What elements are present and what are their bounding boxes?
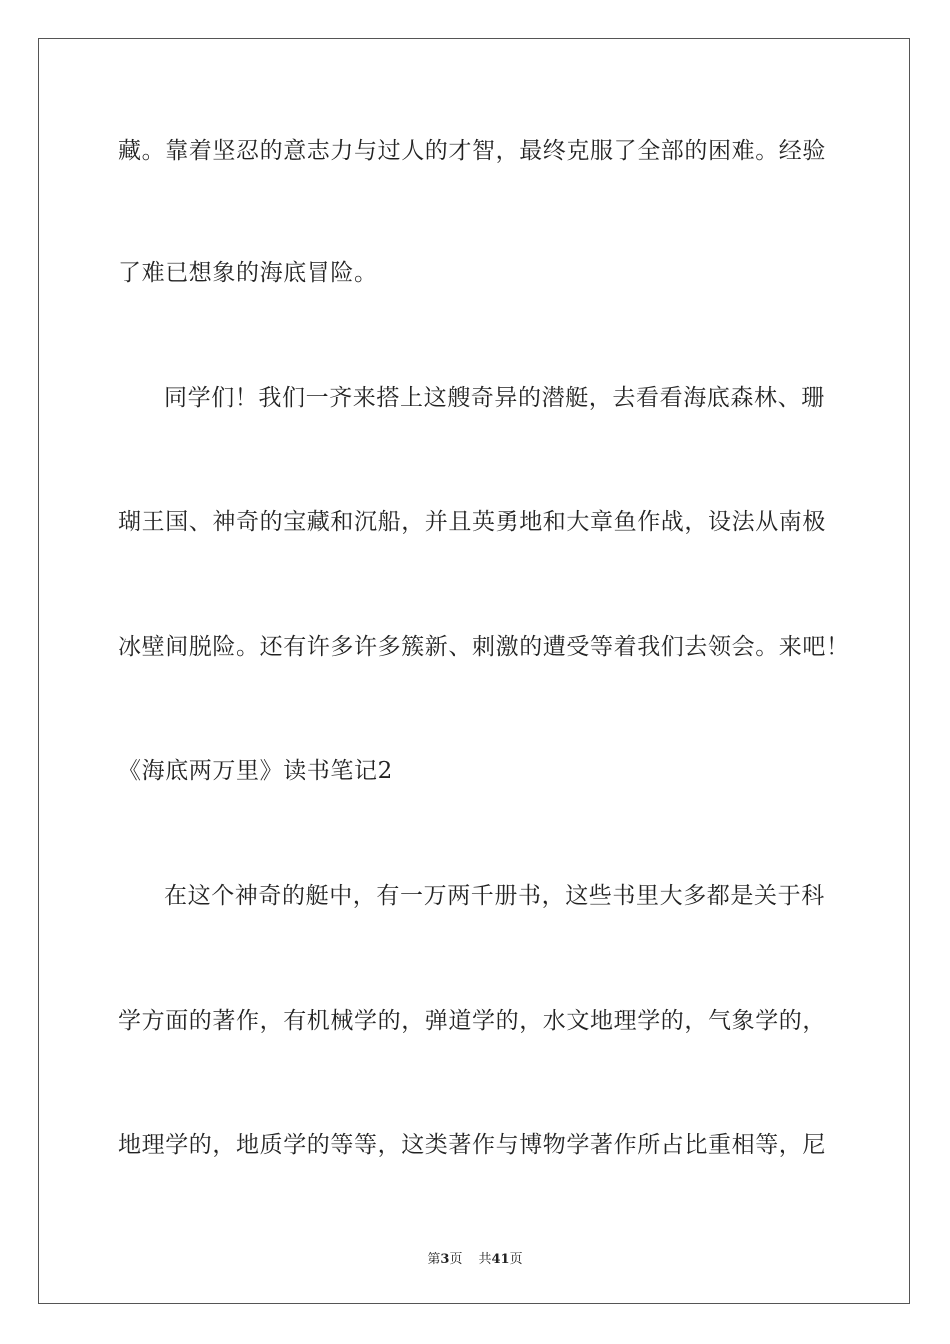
body-text-line: 瑚王国、神奇的宝藏和沉船，并且英勇地和大章鱼作战，设法从南极 [118, 509, 826, 535]
body-text-line: 学方面的著作，有机械学的，弹道学的，水文地理学的，气象学的， [118, 1008, 826, 1034]
total-label-suffix: 页 [509, 1252, 523, 1267]
page-label-suffix: 页 [449, 1252, 463, 1267]
body-text-line: 同学们！我们一齐来搭上这艘奇异的潜艇，去看看海底森林、珊 [164, 385, 825, 411]
total-pages: 41 [491, 1252, 510, 1267]
section-heading: 《海底两万里》读书笔记2 [118, 758, 393, 784]
body-text-line: 冰壁间脱险。还有许多许多簇新、刺激的遭受等着我们去领会。来吧！ [118, 634, 850, 660]
page-label-prefix: 第 [427, 1252, 441, 1267]
page-footer [0, 1248, 950, 1267]
body-text-line: 藏。靠着坚忍的意志力与过人的才智，最终克服了全部的困难。经验 [118, 138, 826, 164]
body-text-line: 地理学的，地质学的等等，这类著作与博物学著作所占比重相等，尼 [118, 1132, 826, 1158]
body-text-line: 了难已想象的海底冒险。 [118, 260, 378, 286]
page-border [38, 38, 910, 1304]
page-number: 3 [440, 1252, 450, 1267]
total-label-prefix: 共 [478, 1252, 492, 1267]
body-text-line: 在这个神奇的艇中，有一万两千册书，这些书里大多都是关于科 [164, 883, 825, 909]
